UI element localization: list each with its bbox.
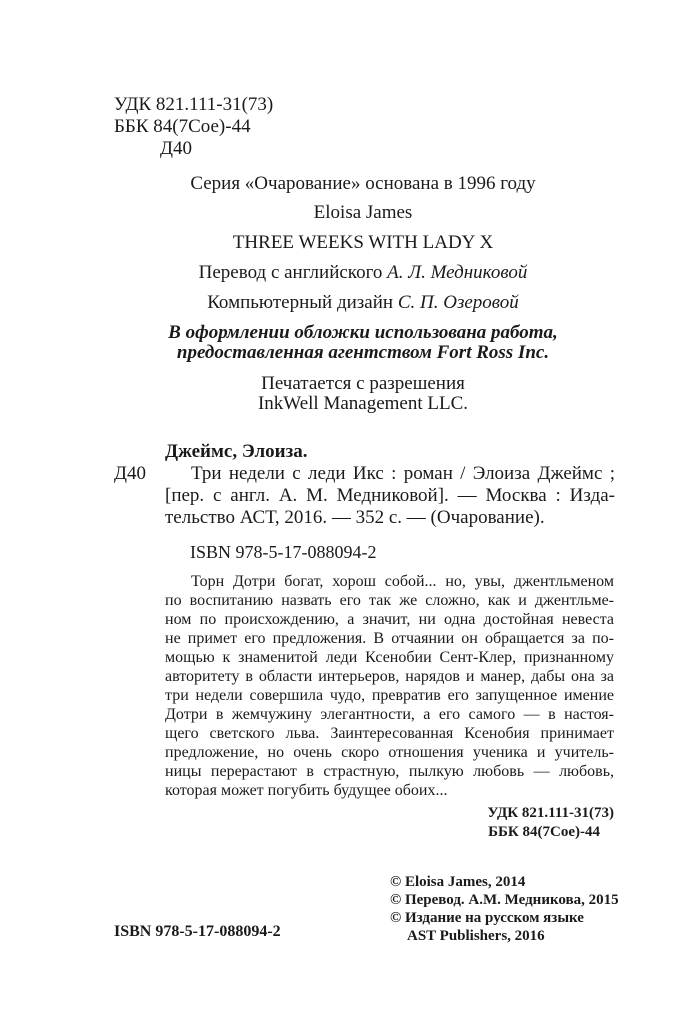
designer-name: С. П. Озеровой: [397, 292, 519, 313]
series-note: Серия «Очарование» основана в 1996 году: [190, 173, 536, 194]
bib-isbn: ISBN 978-5-17-088094-2: [190, 542, 377, 562]
translator-name: А. Л. Медниковой: [387, 262, 528, 283]
bib-author-mark: Д40: [114, 463, 146, 484]
bib-line-3: тельство АСТ, 2016. — 352 с. — (Очарование).: [165, 507, 545, 528]
bbk-code: ББК 84(7Сое)-44: [114, 116, 251, 137]
bib-line-2: [пер. с англ. А. М. Медниковой]. — Москва : Изда-: [165, 485, 615, 506]
bibliographic-record: [165, 441, 615, 529]
design-prefix: Компьютерный дизайн: [207, 292, 398, 313]
copyright-line-1: © Eloisa James, 2014: [390, 874, 526, 890]
permission-line-1: Печатается с разрешения: [261, 373, 465, 394]
abstract-line: мощью к знаменитой леди Ксенобии Сент-Клер, признанному: [165, 649, 614, 666]
bib-line-1: Три недели с леди Икс : роман / Элоиза Джеймс ;: [191, 463, 615, 484]
copyright-line-4: AST Publishers, 2016: [407, 928, 545, 944]
abstract-line: щего светского льва. Заинтересованная Ксенобия принимает: [165, 725, 614, 742]
copyright-line-2: © Перевод. А.М. Медникова, 2015: [390, 892, 619, 908]
udk-code: УДК 821.111-31(73): [114, 94, 274, 115]
title-en: THREE WEEKS WITH LADY X: [232, 232, 494, 253]
abstract-line: не примет его предложения. В отчаянии он обращается за по-: [165, 630, 614, 647]
bbk-code-repeat: ББК 84(7Сое)-44: [488, 824, 600, 840]
translation-prefix: Перевод с английского: [198, 262, 388, 283]
abstract-line: которая может погубить будущее обоих...: [165, 782, 448, 799]
abstract-line: ном по происхождению, а значит, ни одна достойная невеста: [165, 611, 614, 628]
abstract-line: по воспитанию назвать его так же сложно, как и джентльме-: [165, 592, 614, 609]
author-mark: Д40: [160, 138, 192, 159]
bib-heading: Джеймс, Элоиза.: [165, 441, 308, 462]
udk-code-repeat: УДК 821.111-31(73): [487, 805, 614, 821]
author-name-en: Eloisa James: [313, 202, 413, 223]
abstract-line: три недели совершила чудо, превратив его запущенное имение: [165, 687, 614, 704]
permission-line-2: InkWell Management LLC.: [257, 393, 469, 414]
translation-credit: [0, 262, 691, 284]
footer-isbn: ISBN 978-5-17-088094-2: [114, 923, 281, 940]
abstract-line: Торн Дотри богат, хорош собой... но, увы, джентльменом: [191, 573, 614, 590]
abstract-line: Дотри в жемчужину элегантности, а его самого — в настоя-: [165, 706, 614, 723]
abstract-line: ницы перерастают в страстную, пылкую любовь — любовь,: [165, 763, 614, 780]
copyright-line-3: © Издание на русском языке: [390, 910, 584, 926]
cover-note-line-2: предоставленная агентством Fort Ross Inc.: [176, 342, 550, 363]
design-credit: [0, 292, 691, 314]
abstract: [165, 572, 614, 800]
abstract-line: предложение, но очень скоро отношения ученика и учитель-: [165, 744, 614, 761]
abstract-line: авторитету в области интерьеров, нарядов и манер, дабы она за: [165, 668, 614, 685]
cover-note-line-1: В оформлении обложки использована работа,: [168, 322, 558, 343]
